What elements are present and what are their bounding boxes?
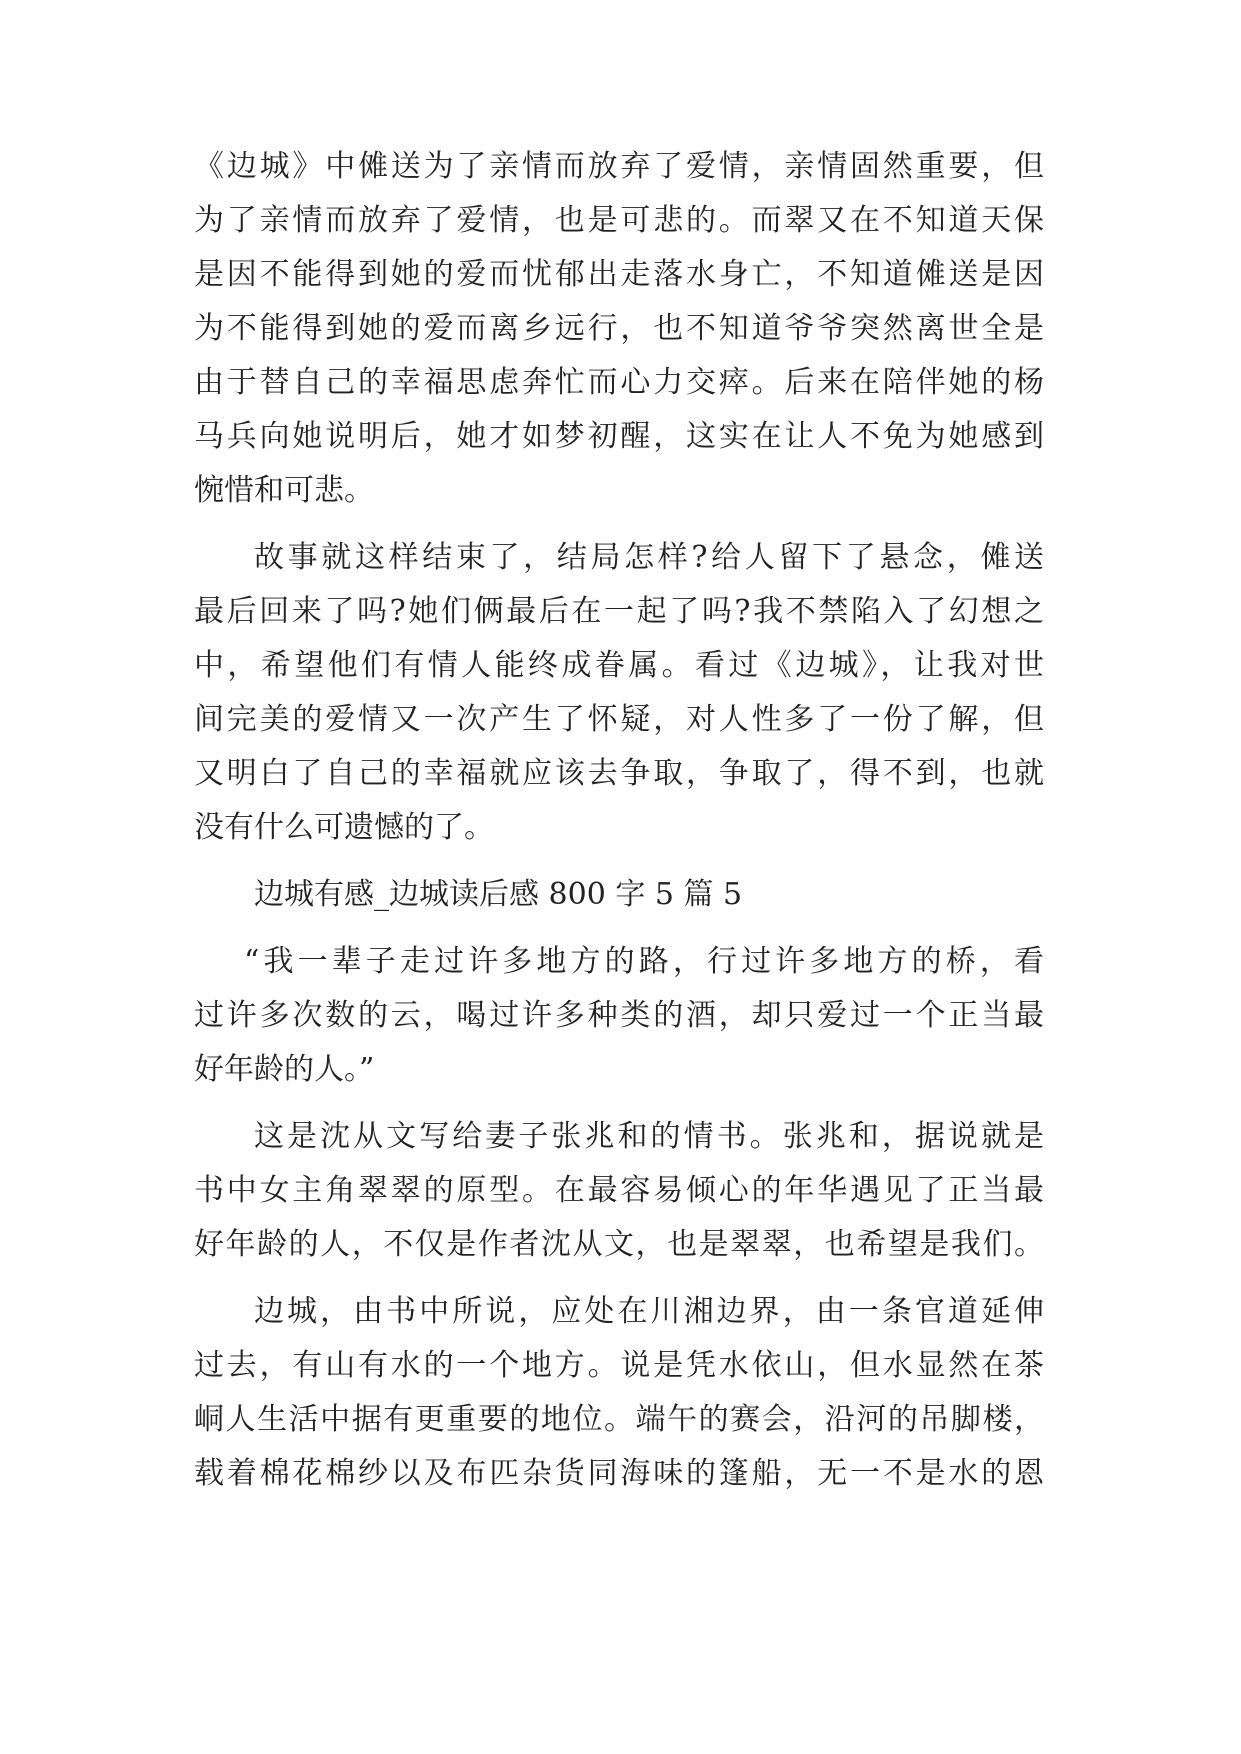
text-line: 由于替自己的幸福思虑奔忙而心力交瘁。后来在陪伴她的杨 (194, 365, 1044, 400)
text-line: 载着棉花棉纱以及布匹杂货同海味的篷船，无一不是水的恩 (194, 1456, 1044, 1491)
text-line: 好年龄的人。” (194, 1052, 375, 1087)
text-line: 过去，有山有水的一个地方。说是凭水依山，但水显然在茶 (194, 1348, 1044, 1383)
text-line: 这是沈从文写给妻子张兆和的情书。张兆和，据说就是 (254, 1119, 1044, 1154)
text-line: 好年龄的人，不仅是作者沈从文，也是翠翠，也希望是我们。 (194, 1227, 1044, 1262)
text-line: 是因不能得到她的爱而忧郁出走落水身亡，不知道傩送是因 (194, 257, 1044, 292)
text-line: 故事就这样结束了，结局怎样?给人留下了悬念，傩送 (254, 540, 1044, 575)
text-line: 边城，由书中所说，应处在川湘边界，由一条官道延伸 (254, 1294, 1044, 1329)
text-line: 间完美的爱情又一次产生了怀疑，对人性多了一份了解，但 (194, 702, 1044, 737)
text-line: 又明白了自己的幸福就应该去争取，争取了，得不到，也就 (194, 756, 1044, 791)
text-line: 峒人生活中据有更重要的地位。端午的赛会，沿河的吊脚楼， (194, 1402, 1044, 1437)
text-line: 马兵向她说明后，她才如梦初醒，这实在让人不免为她感到 (194, 419, 1044, 454)
text-line: “我一辈子走过许多地方的路，行过许多地方的桥，看 (244, 944, 1044, 979)
text-line: 《边城》中傩送为了亲情而放弃了爱情，亲情固然重要，但 (194, 149, 1044, 184)
text-line: 为了亲情而放弃了爱情，也是可悲的。而翠又在不知道天保 (194, 203, 1044, 238)
text-line: 过许多次数的云，喝过许多种类的酒，却只爱过一个正当最 (194, 998, 1044, 1033)
text-line: 没有什么可遗憾的了。 (194, 810, 494, 845)
text-line: 最后回来了吗?她们俩最后在一起了吗?我不禁陷入了幻想之 (194, 594, 1044, 629)
text-line: 书中女主角翠翠的原型。在最容易倾心的年华遇见了正当最 (194, 1173, 1044, 1208)
section-heading: 边城有感_边城读后感 800 字 5 篇 5 (254, 877, 743, 912)
text-line: 中，希望他们有情人能终成眷属。看过《边城》，让我对世 (194, 648, 1044, 683)
text-line: 惋惜和可悲。 (194, 473, 374, 508)
text-line: 为不能得到她的爱而离乡远行，也不知道爷爷突然离世全是 (194, 311, 1044, 346)
